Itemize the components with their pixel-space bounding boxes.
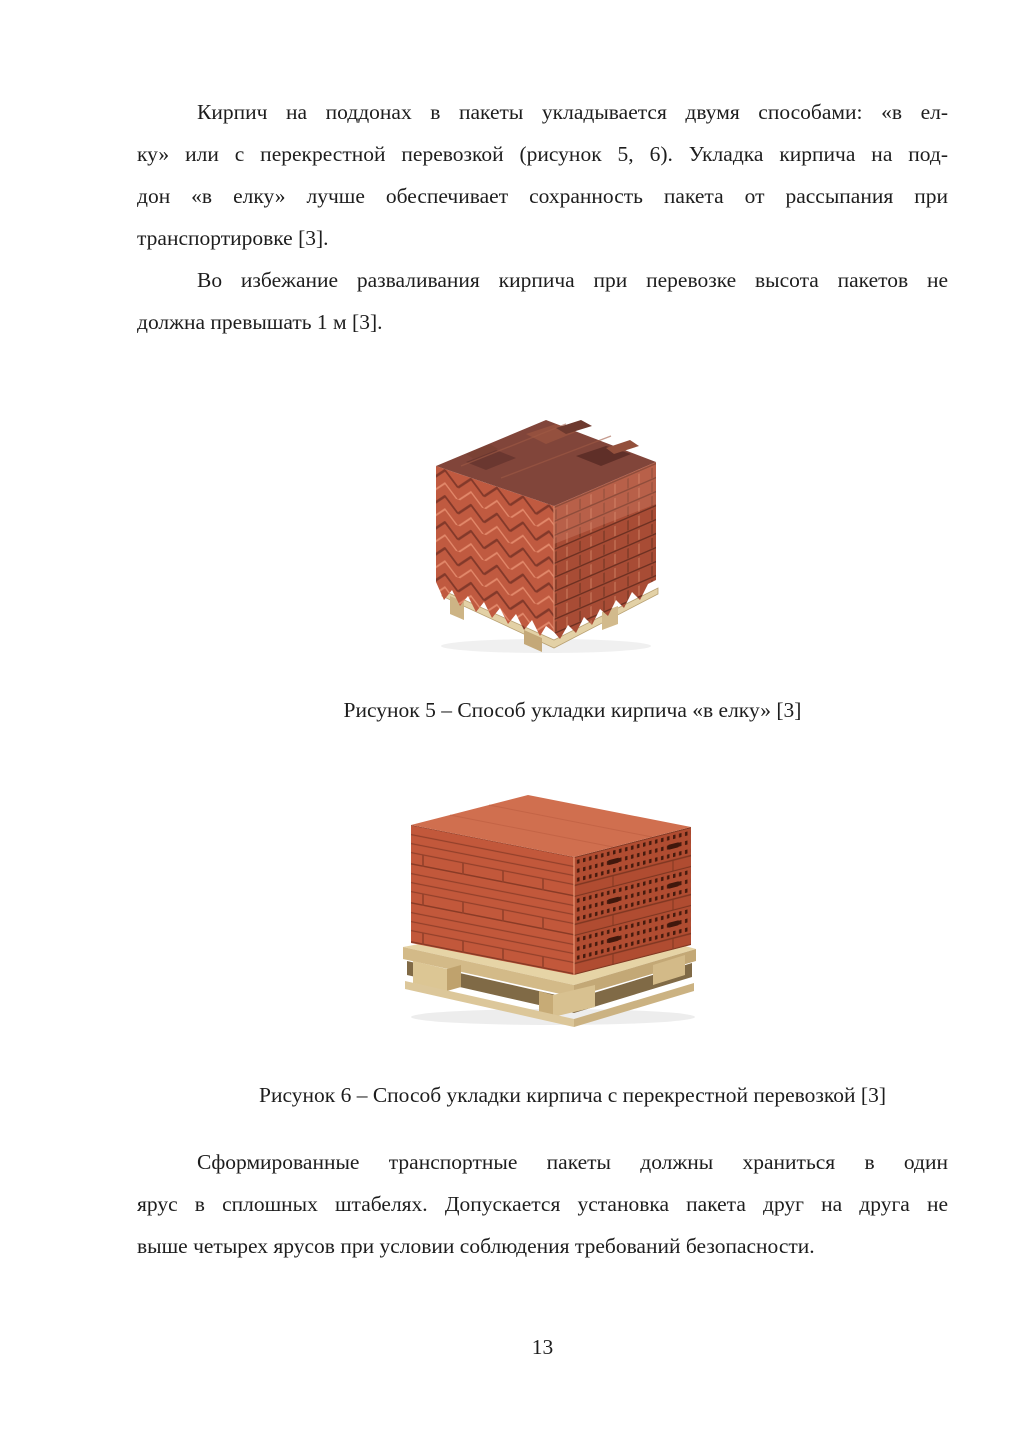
figure-5-caption: Рисунок 5 – Способ укладки кирпича «в елку» [3] (343, 698, 802, 722)
cross-stacked-brick-pallet-image (403, 785, 698, 1027)
paragraph-1-line-1: Кирпич на поддонах в пакеты укладывается двумя способами: «в ел- (197, 100, 948, 124)
figure-5-photo (406, 404, 680, 654)
paragraph-2-line-1: Во избежание разваливания кирпича при перевозке высота пакетов не (197, 268, 948, 292)
paragraph-2-line-2: должна превышать 1 м [3]. (137, 310, 383, 334)
paragraph-1-line-3: дон «в елку» лучше обеспечивает сохранность пакета от рассыпания при (137, 184, 948, 208)
paragraph-3-line-3: выше четырех ярусов при условии соблюдения требований безопасности. (137, 1234, 815, 1258)
paragraphs-block-top (137, 91, 948, 343)
figure-6-caption: Рисунок 6 – Способ укладки кирпича с перекрестной перевозкой [3] (259, 1083, 886, 1107)
paragraph-1-line-2: ку» или с перекрестной перевозкой (рисунок 5, 6). Укладка кирпича на под- (137, 142, 948, 166)
figure-6-photo (403, 785, 698, 1027)
page-number: 13 (531, 1335, 554, 1359)
paragraphs-block-bottom (137, 1141, 948, 1267)
herringbone-brick-stack-image (406, 404, 680, 654)
paragraph-3-line-2: ярус в сплошных штабелях. Допускается установка пакета друг на друга не (137, 1192, 948, 1216)
paragraph-3-line-1: Сформированные транспортные пакеты должны храниться в один (197, 1150, 948, 1174)
figure-6-brick-stack (411, 795, 691, 975)
paragraph-1-line-4: транспортировке [3]. (137, 226, 329, 250)
